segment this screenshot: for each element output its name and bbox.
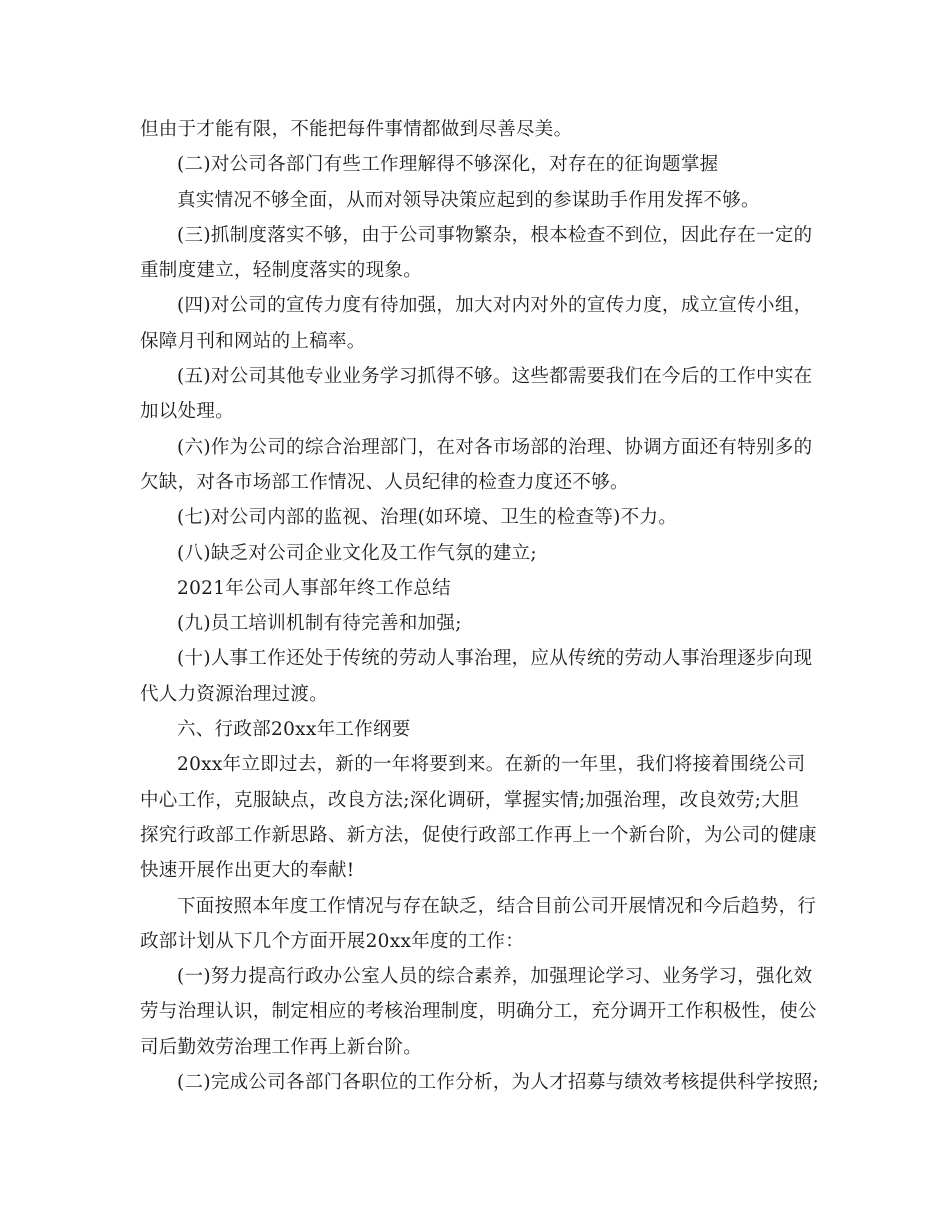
text-line: 政部计划从下几个方面开展20xx年度的工作： (140, 930, 525, 952)
text-line: 快速开展作出更大的奉献! (140, 860, 355, 882)
text-line: 欠缺，对各市场部工作情况、人员纪律的检查力度还不够。 (140, 471, 629, 493)
text-line: 真实情况不够全面，从而对领导决策应起到的参谋助手作用发挥不够。 (177, 189, 760, 211)
text-line: (九)员工培训机制有待完善和加强; (177, 613, 462, 635)
text-line: (七)对公司内部的监视、治理(如环境、卫生的检查等)不力。 (177, 507, 678, 529)
text-line: (二)对公司各部门有些工作理解得不够深化，对存在的征询题掌握 (177, 154, 719, 176)
text-line: 20xx年立即过去，新的一年将要到来。在新的一年里，我们将接着围绕公司 (177, 754, 806, 776)
text-line: 代人力资源治理过渡。 (140, 683, 329, 705)
text-line: (一)努力提高行政办公室人员的综合素养，加强理论学习、业务学习，强化效 (177, 966, 813, 988)
text-line: 2021年公司人事部年终工作总结 (177, 577, 451, 599)
text-line: 下面按照本年度工作情况与存在缺乏，结合目前公司开展情况和今后趋势，行 (177, 895, 817, 917)
text-line: (四)对公司的宣传力度有待加强，加大对内对外的宣传力度，成立宣传小组， (177, 295, 813, 317)
text-line: (二)完成公司各部门各职位的工作分析，为人才招募与绩效考核提供科学按照; (177, 1072, 819, 1094)
text-line: 劳与治理认识，制定相应的考核治理制度，明确分工，充分调开工作积极性，使公 (140, 1001, 817, 1023)
text-line: 保障月刊和网站的上稿率。 (140, 330, 366, 352)
text-line: (十)人事工作还处于传统的劳动人事治理，应从传统的劳动人事治理逐步向现 (177, 648, 813, 670)
text-line: 重制度建立，轻制度落实的现象。 (140, 260, 423, 282)
text-line: (三)抓制度落实不够，由于公司事物繁杂，根本检查不到位，因此存在一定的 (177, 224, 813, 246)
text-line: (五)对公司其他专业业务学习抓得不够。这些都需要我们在今后的工作中实在 (177, 366, 813, 388)
text-line: (六)作为公司的综合治理部门，在对各市场部的治理、协调方面还有特别多的 (177, 436, 813, 458)
document-body (140, 112, 820, 1100)
text-line: 司后勤效劳治理工作再上新台阶。 (140, 1036, 423, 1058)
text-line: (八)缺乏对公司企业文化及工作气氛的建立; (177, 542, 537, 564)
text-line: 加以处理。 (140, 401, 235, 423)
text-line: 探究行政部工作新思路、新方法，促使行政部工作再上一个新台阶，为公司的健康 (140, 824, 817, 846)
text-line: 六、行政部20xx年工作纲要 (177, 719, 411, 741)
text-line: 中心工作，克服缺点，改良方法;深化调研，掌握实情;加强治理，改良效劳;大胆 (140, 789, 799, 811)
text-line: 但由于才能有限，不能把每件事情都做到尽善尽美。 (140, 119, 573, 140)
